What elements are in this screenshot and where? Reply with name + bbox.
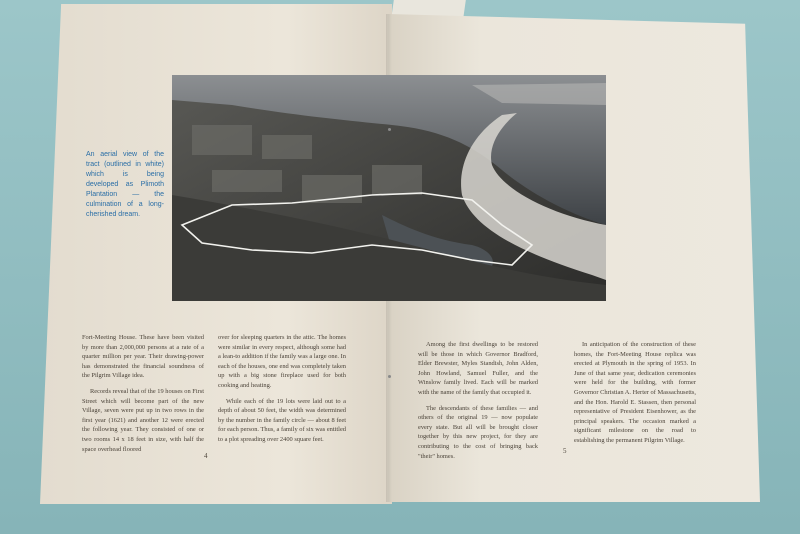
photo-caption: An aerial view of the tract (outlined in white) which is being developed as Plimoth Plantation — the culmination of a long-cherished dream. <box>86 151 164 218</box>
text-column-4 <box>574 340 696 452</box>
paragraph: over for sleeping quarters in the attic. The homes were similar in every respect, although some had a lean-to addition if the family was a large one. In each of the houses, one end was completely taken up with a big stone fireplace used for both cooking and heating. <box>218 334 346 389</box>
aerial-photo-image <box>172 75 606 301</box>
paragraph: Fort-Meeting House. These have been visited by more than 2,000,000 persons at a rate of a quarter million per year. Their drawing-power has demonstrated the financial soundness of the Pilgrim Village idea. <box>82 334 204 380</box>
paragraph: While each of the 19 lots were laid out to a depth of about 50 feet, the width was determined by the number in the family circle — about 8 feet for each person. Thus, a family of six was entitled to a plot spreading over 2400 square feet. <box>218 397 346 443</box>
text-column-3 <box>418 340 538 467</box>
aerial-photo <box>172 75 606 301</box>
paragraph: Records reveal that of the 19 houses on First Street which will become part of the new Village, seven were put up in two rows in the first year (1621) and another 12 were erected the following year. They consisted of one or two rooms 14 x 18 feet in size, with half the space overhead floored <box>82 387 204 453</box>
text-column-1 <box>82 333 204 460</box>
paragraph: The descendants of these families — and others of the original 19 — now populate every state. But all will be brought closer together by this new project, for they are contributing to the cost of bringing back "their" homes. <box>418 404 538 460</box>
paragraph: Among the first dwellings to be restored will be those in which Governor Bradford, Elder Brewster, Myles Standish, John Alden, John Howland, Samuel Fuller, and the Winslow family lived. Each will be marked with the name of the family that occupied it. <box>418 341 538 396</box>
page-number-right: 5 <box>563 447 567 455</box>
page-number-left: 4 <box>204 452 208 460</box>
text-column-2 <box>218 333 346 451</box>
staple-hole <box>388 128 391 131</box>
paragraph: In anticipation of the construction of these homes, the Fort-Meeting House replica was erected at Plymouth in the spring of 1953. In June of that same year, dedication ceremonies were held for the building, with former Governor Christian A. Herter of Massachusetts, and the Hon. Harold E. Stassen, then personal representative of President Eisenhower, as the principal speakers. The occasion marked a significant milestone on the road to establishing the permanent Pilgrim Village. <box>574 341 696 444</box>
staple-hole <box>388 375 391 378</box>
